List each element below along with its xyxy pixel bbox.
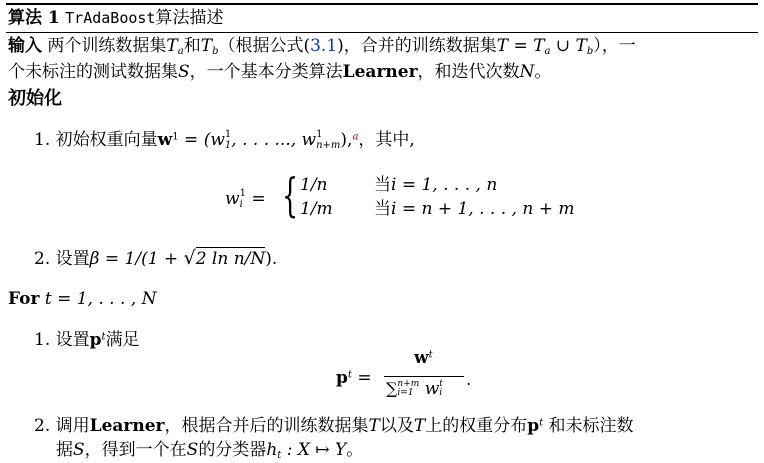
math-sub: a: [544, 46, 551, 57]
math-vector: p: [89, 330, 102, 350]
math-vector: p: [336, 368, 348, 388]
step-text: 设置: [55, 330, 90, 350]
math-var: S: [186, 440, 199, 460]
math-sub: n+m: [316, 139, 341, 151]
math-sub: i: [439, 388, 443, 399]
math-sub: b: [586, 46, 594, 57]
step-text: 调用: [55, 416, 90, 436]
math-var: S: [73, 440, 85, 460]
fraction-lhs: [336, 370, 372, 387]
step-text: 和未标注数: [543, 416, 634, 436]
math-var: N: [519, 62, 535, 82]
input-text: ，一个基本分类算法: [189, 62, 343, 82]
input-text: （根据公式(: [218, 36, 311, 56]
input-text: 个未标注的测试数据集: [8, 62, 178, 82]
loop-step-2-line-1: [34, 418, 634, 435]
math-expr: = (w: [178, 130, 225, 150]
math-sup: t: [439, 379, 443, 389]
input-label: 输入: [8, 36, 42, 56]
step-text: 的分类器: [198, 440, 267, 460]
math-sub: i: [239, 198, 243, 210]
math-var: T: [166, 36, 178, 56]
math-vector: w: [414, 348, 429, 368]
left-brace: {: [282, 168, 299, 222]
step-number: 1.: [34, 330, 51, 350]
fraction-end: .: [466, 370, 472, 390]
math-var: w: [424, 378, 440, 399]
algorithm-name: TrAdaBoost: [65, 9, 156, 27]
step-text: 上的权重分布: [425, 416, 528, 436]
step-text: 据: [56, 440, 73, 460]
sqrt-sign: √: [183, 247, 196, 269]
input-line-2: [8, 64, 551, 81]
input-text: )，合并的训练数据集: [337, 36, 497, 56]
math-var: T: [413, 416, 426, 436]
loop-step-2-line-2: [56, 442, 363, 459]
init-step-1: [34, 130, 415, 151]
step-text: 以及: [379, 416, 414, 436]
case-text: 当: [374, 175, 391, 195]
math-sup: t: [347, 369, 352, 381]
math-sup: 1: [224, 129, 232, 140]
step-text: 初始权重向量: [55, 130, 158, 150]
math-sup: t: [539, 417, 544, 429]
input-line-1: [8, 38, 636, 55]
step-text: ，根据合并后的训练数据集: [164, 416, 369, 436]
math-expr: , . . . ..., w: [231, 130, 317, 150]
for-loop-line: [8, 291, 156, 308]
init-heading: 初始化: [8, 88, 62, 109]
step-text: ，其中,: [358, 130, 415, 150]
math-sub: 1: [224, 139, 232, 151]
case-text: 当: [374, 199, 391, 219]
init-step-2: [34, 249, 277, 268]
footnote-marker[interactable]: a: [352, 131, 359, 143]
math-var: S: [178, 62, 190, 82]
input-text: ），一: [593, 36, 636, 56]
learner-keyword: Learner: [89, 416, 165, 436]
math-sup: 1: [316, 129, 323, 140]
math-expr: T = T: [496, 36, 545, 56]
math-vector: w: [157, 130, 173, 150]
math-expr: ),: [340, 130, 353, 150]
input-text: 和: [183, 36, 201, 56]
algorithm-header: [8, 10, 223, 27]
fraction-numerator: [414, 350, 433, 367]
step-text: ，得到一个在: [84, 440, 187, 460]
case-1-condition: [374, 177, 497, 194]
sqrt-content: 2 ln n/N: [195, 249, 266, 269]
math-sub: t: [277, 450, 282, 461]
math-var: T: [200, 36, 213, 56]
math-expr: i = n + 1, . . . , n + m: [391, 199, 575, 219]
math-expr: t = 1, . . . , N: [44, 289, 157, 309]
math-var: T: [368, 416, 380, 436]
input-text: 两个训练数据集: [47, 36, 167, 56]
loop-step-1: [34, 332, 140, 349]
algorithm-title-suffix: 算法描述: [155, 8, 224, 28]
math-sub: b: [212, 46, 219, 57]
fraction-bar: [384, 376, 464, 377]
top-rule: [6, 3, 758, 5]
step-number: 1.: [34, 130, 51, 150]
math-sub: i=1: [397, 388, 414, 399]
equation-ref-link[interactable]: 3.1: [310, 36, 338, 56]
case-2-value: 1/m: [300, 199, 333, 219]
step-number: 2.: [34, 249, 51, 269]
algorithm-number: 算法 1: [8, 8, 60, 28]
math-expr: =: [357, 368, 372, 388]
math-expr: i = 1, . . . , n: [391, 175, 498, 195]
step-text: 设置: [55, 249, 90, 269]
input-text: ，和迭代次数: [417, 62, 520, 82]
header-rule: [6, 32, 758, 33]
for-keyword: For: [8, 289, 40, 309]
math-sub: a: [177, 46, 184, 57]
learner-keyword: Learner: [342, 62, 418, 82]
math-expr: ).: [265, 249, 278, 269]
math-expr: β = 1/(1 +: [89, 249, 184, 269]
math-sup: n+m: [397, 379, 420, 389]
math-sup: 1: [239, 188, 246, 199]
math-vector: p: [527, 416, 540, 436]
math-sup: t: [101, 331, 106, 343]
step-text: 。: [346, 440, 364, 460]
sum-sign: ∑: [386, 378, 398, 398]
case-1-value: 1/n: [300, 175, 328, 195]
case-2-condition: [374, 201, 574, 218]
math-sup: 1: [172, 131, 179, 143]
math-expr: ∪ T: [550, 36, 587, 56]
math-expr: : X ↦ Y: [281, 440, 347, 460]
step-number: 2.: [34, 416, 51, 436]
math-var: h: [266, 440, 278, 460]
fraction-denominator: [386, 380, 443, 399]
math-expr: =: [251, 189, 266, 209]
math-sup: t: [428, 349, 433, 361]
piecewise-lhs: [225, 189, 266, 210]
math-var: w: [225, 189, 240, 209]
step-text: 满足: [105, 330, 140, 350]
input-text: 。: [534, 62, 552, 82]
